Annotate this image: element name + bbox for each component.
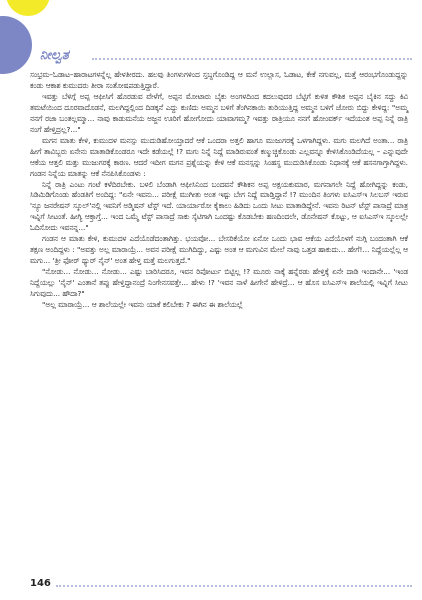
- paragraph: ನಿನ್ನೆ ರಾತ್ರಿ ಎಂಟು ಗಂಟೆ ಕಳೆದಿರಬೇಕು. ಬಳಲಿ ಬೆಂಡಾಗಿ ಆಫೀಸಿನಿಂದ ಬಂದವನೆ ಕೌಶಿಕನ ಅಪ್ಪ ಅಕ್ಷಯಕುಮಾರ, ಮಗನಾಗಲೇ ನಿದ್ದೆ ಹೋಗಿದ್ದನ್ನು ಕಂಡು, ಸಿಡಿಮಿಡಿಗೊಂಡು ಹೆಂಡತಿಗೆ ಅಂದಿದ್ದ: "ಏನೇ ಇವನು... ಪರೀಕ್ಷೆ ಮುಗೀತು ಅಂತ ಇಷ್ಟು ಬೇಗ ನಿದ್ದೆ ಮಾಡ್ತಿದ್ದಾನೆ !? ಮುಂದಿನ ತಿಂಗಳು ಐಸಿಎಸ್ಇ ಸಿಲಬಸ್ ಇರುವ 'ನ್ಯೂ ಜನರೇಷನ್ ಸ್ಕೂಲ್'ನಲ್ಲಿ ಇವನಿಗೆ ಅಡ್ಮಿಷನ್ ಟೆಸ್ಟ್ ಇದೆ. ಯಾರ್ಯಾರೋ ಕೈಕಾಲು ಹಿಡಿದು ಒಂದು ಸೀಟು ಮಾತಾಡಿದ್ದೇನೆ. ಇವನು ರಿಟನ್ ಟೆಸ್ಟ್ ಪಾಸಾದ್ರೆ ಮಾತ್ರ ಇವ್ನಿಗೆ ಸೀಟಂತೆ. ಹೀಗ್ಯಿ ಆಕ್ತಾಗ್ತೆ... ಇಂದ ಒಮ್ಮೆ ಟೆಸ್ಟ್ ಪಾಸಾದ್ರೆ ಸಾಕು ಸ್ಕೆಟಿಗಾಗಿ ಒಂದಷ್ಟು ಕೊಡಬೇಕು ಹಣದಿಂದಲೇ, ಡೊನೇಷನ್ ಕೊಟ್ಟು, ಆ ಐಸಿಎಸ್ಇ ಸ್ಕೂಲಲ್ಲೇ ಓದಿಸೋದು ಇವನನ್ನ...": [30, 179, 408, 233]
- body-text: [30, 70, 408, 311]
- paragraph: ಸಂಭ್ರಮ–ಓಡಾಟ–ಹಾರಾಟಗಳನ್ನೆಲ್ಲ ಹೇಳತೀರದು. ಹಲವು ತಿಂಗಳುಗಳಿಂದ ಸ್ತಬ್ಧಗೊಂಡಿದ್ದ ಆ ಮನೆ ಉಲ್ಲಾಸ, ಓಡಾಟ, ಕೇಕೆ ನಗುವಲ್ಲ, ಮತ್ತೆ ಆರಂಭಗೊಂಡುದ್ದನ್ನು ಕಂಡು ಆಕಾಶ ಕುಮುದರು ತೀರಾ ಸಂತೋಷಪಡುತ್ತಿದ್ದಾರೆ.: [30, 70, 408, 90]
- decorative-yellow-circle: [6, 0, 50, 16]
- paragraph: ಗಂಡನ ಆ ಮಾತು ಕೇಳಿ, ಕುಮುದಳ ಎದೆಯೊಡೆದಂತಾಗಿತ್ತು. ಭಯವೋ... ಬೇಸರಿಕೆಯೋ ಏನೋ ಒಂದು ಭಾವ ಆಕೆಯ ಎದೆಯೊಳಗೆ ನುಗ್ಗಿ ಬಂದಂತಾಗಿ ಆಕೆ ತಕ್ಷಣ ಅಂದಿದ್ದಳು : "ಅವತ್ತು ಅಲ್ಲ ಮಾರಾಯ್ರೆ... ಅವನ ಪರೀಕ್ಷೆ ಮುಗಿದಿದ್ದು, ಎಷ್ಟು ಅಂತ ಆ ಮಗುವಿನ ಮೇಲೆ ನಾವು ಒತ್ತಡ ಹಾಕುದು... ಹೇಗೆ!... ನಿದ್ದೆಯಲ್ಲೆಲ್ಲ ಆ ಮಗು... 'ತ್ರೀ ಫೋರ್ ಥ್ಯುರ್ ನೈನ್' ಅಂತ ಹೇಳ್ತ ಮತ್ತೆ ಮಲಗುತ್ತದೆ.": [30, 234, 408, 266]
- paragraph: ಮಗನ ಮಾತು ಕೇಳಿ, ಕುಮುದಳ ಮನಸ್ಸು ಮುದುಡಿಹೋಯ್ತಾದರೆ ಆಕೆ ಒಂದರಾ ಅತ್ತಲಿ ಹಾಗೂ ಮುಜುಗರಕ್ಕೆ ಒಳಗಾಗಿದ್ದಳು. ಮಗು ಮಲಗಿದೆ ಅಂತಾ... ರಾತ್ರಿ ಹೀಗೆ ತಾವಿಬ್ಬರು ಏನೇನು ಮಾತಾಡಿಕೊಂಡರೂ ಇದೇ ಕಡೆಯಲ್ಲೆ !? ಮಗು ನಿನ್ನೆ ನಿದ್ದೆ ಮಾಡಿರುವಂತೆ ಕಣ್ಮುಚ್ಚಿಕೊಂಡು ಎಲ್ಲವನ್ನೂ ಕೇಳಿಸಿಕೊಂಡಿದೆಯಲ್ಲ – ಎನ್ನುವುದೇ ಆಕೆಯ ಆತ್ತಲಿ ಮತ್ತು ಮುಜುಗರಕ್ಕೆ ಕಾರಣ. ಆದರೆ ಇದೀಗ ಮಗನ ಪ್ರಶ್ನೆಯನ್ನು ಕೇಳಿ ಆಕೆ ಮನಸ್ಸನ್ನು ಸಿಂಹಸ್ಥ ಮುದುಡಿಸಿಕೊಂಡು ನಿಧಾನಕ್ಕೆ ಆಕೆ ಹಸನಗಾಗ್ತಾಗಿದ್ದಳು. ಗಂಡನ ನಿನ್ನೆಯ ಮಾತನ್ನು ಆಕೆ ನೆನಪಿಸಿಕೊಂಡಳು :: [30, 135, 408, 178]
- decorative-blue-circle: [0, 16, 32, 74]
- footer-dotted-rule: [56, 585, 412, 587]
- header-dotted-rule: [92, 58, 412, 60]
- running-header-title: ನೀಲ್ವತ: [40, 48, 69, 63]
- paragraph: "ಅಲ್ಲ ಮಾರಾಯ್ರೆ... ಆ ಶಾಲೆಯಲ್ಲೇ ಇವನು ಯಾಕೆ ಕಲಿಬೇಕು ? ಈಗಿನ ಈ ಶಾಲೆಯಲ್ಲೆ: [42, 300, 243, 310]
- paragraph: "ನೋಡು... ನೋಡು... ನೋಡು... ಎಷ್ಟು ಬಾರಿಸಿದರೂ, ಇವನ ರಿಪೋರ್ಟು ಬಿಟ್ಟಿಲ್ಲ !? ಮೂರು ನಾಕ್ಕೆ ಹನ್ನೆರಡು ಹೇಳ್ತಿಕ್ಕೆ ಏನೇ ದಾಡಿ ಇಂದಾನೇ... 'ಇಂಡ ನಿದ್ದೆಯಲ್ಲು 'ನೈನ್' ಎಂತಾನೆ ತಪ್ಪು ಹೇಳ್ತಿದ್ದಾನಂದ್ರೆ ನಿಂಗೇನಸವತ್ತೇ... ಹೇಳು !? 'ಇವನ ನಾಳೆ ಹೀಗೇನೆ ಹೇಳಿದ್ರೆ... ಆ ಹೊಸ ಐಸಿಎಸ್ಇ ಶಾಲೆಯಲ್ಲಿ ಇವ್ನಿಗೆ ಸೀಟು ಸಿಗುವುದು... ಹೌದಾ?": [30, 267, 408, 299]
- page-number: 146: [30, 578, 51, 589]
- paragraph: ಇವತ್ತು ಬೆಳಿಗ್ಗೆ ಅಪ್ಪ ಆಫೀಸಿಗೆ ಹೊರಡುವ ವೇಳೆಗೆ, ಅಪ್ಪನ ಮೋಟಾರು ಬೈಕು ಅಂಗಳದಿಂದ ಕದಲುವುದರ ಬೆಟ್ಟಿಗೆ ಕುಳಿತ ಕೌಶಿಕ ಅಪ್ಪನ ಬೈಕಿನ ಸದ್ದು ಕಿವಿ ತಮಟೆಯಿಂದ ದೂರವಾದೊಡನೆ, ಮಲಗಿದ್ದಲ್ಲಿಂದ ದಿಡಕ್ಕನೆ ಎದ್ದು ಕುಣಿದು ಅಮ್ಮನ ಬಳಿಗೆ ತೆಂಗಿನಕಾಯಿ ತುರಿಯುತ್ತಿದ್ದ ಅಮ್ಮನ ಬಳಿಗೆ ಜೋರು ಬಿದ್ದು ಕೇಳಿದ್ದ: "ಅಮ್ಮ ನನಗೆ ರಜಾ ಬಂತಲ್ಲಮ್ಮಾ... ನಾವು ಕಾಡುಮನೆಯ ಅಜ್ಜನ ಊರಿಗೆ ಹೋಗೋದು ಯಾವಾಗಮ್ಮ? ಇವತ್ತು ರಾತ್ರಿಯೂ ನನಗೆ ಹೋಂವರ್ಕ್ ಇದೆಯಂತ ಅಪ್ಪ ನಿನ್ನೆ ರಾತ್ರಿ ನಂಗೆ ಹೇಳ್ತಿದ್ರಲ್ಲ?...": [30, 91, 408, 134]
